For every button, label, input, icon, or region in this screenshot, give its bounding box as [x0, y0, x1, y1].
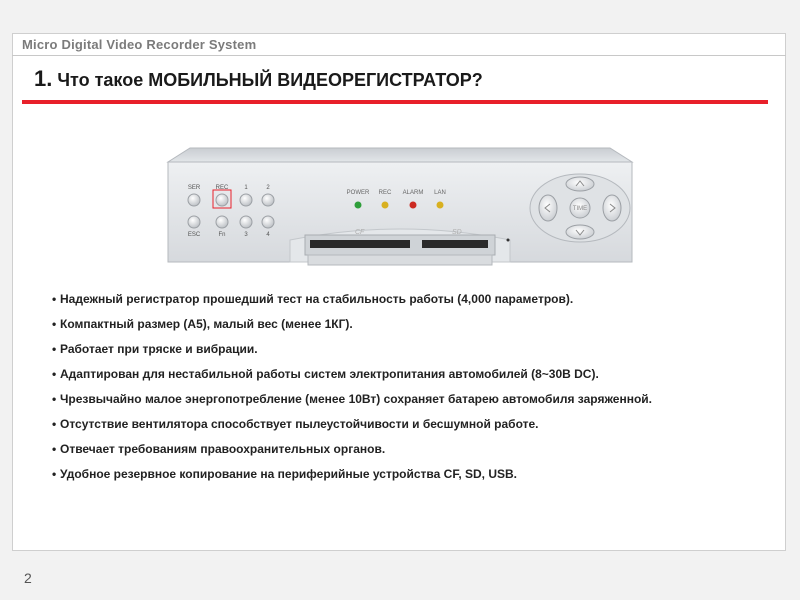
center-button-label: TIME — [572, 206, 588, 212]
left-arrow-button[interactable] — [539, 195, 557, 221]
list-item: • Надежный регистратор прошедший тест на стабильность работы (4,000 параметров). — [52, 292, 574, 306]
list-item: • Компактный размер (А5), малый вес (менее 1КГ). — [52, 317, 353, 331]
direction-pad — [530, 174, 630, 242]
list-item: • Удобное резервное копирование на периферийные устройства CF, SD, USB. — [52, 467, 517, 481]
button-1[interactable] — [240, 194, 252, 206]
button-4[interactable] — [262, 216, 274, 228]
button-label-4: 4 — [266, 232, 270, 238]
page-number: 2 — [24, 570, 32, 586]
feature-list — [52, 292, 732, 492]
main-heading — [34, 66, 483, 92]
led-label-rec: REC — [378, 190, 392, 196]
header-title: Micro Digital Video Recorder System — [22, 37, 257, 52]
button-label-esc: ESC — [187, 232, 201, 238]
button-2[interactable] — [262, 194, 274, 206]
list-item: • Чрезвычайно малое энергопотребление (менее 10Вт) сохраняет батарею автомобиля заряженной. — [52, 392, 653, 406]
slot-sd-label: SD — [452, 229, 462, 236]
led-label-lan: LAN — [434, 190, 446, 196]
esc-button[interactable] — [188, 216, 200, 228]
fn-button[interactable] — [216, 216, 228, 228]
alarm-led — [410, 202, 417, 209]
button-3[interactable] — [240, 216, 252, 228]
button-label-3: 3 — [244, 232, 248, 238]
dvr-device-image — [160, 140, 640, 280]
accent-divider — [22, 100, 768, 104]
led-label-power: POWER — [346, 190, 370, 196]
header-divider — [12, 55, 786, 56]
rec-led — [382, 202, 389, 209]
list-item: • Отсутствие вентилятора способствует пылеустойчивости и бесшумной работе. — [52, 417, 539, 431]
button-label-ser: SER — [187, 185, 201, 191]
button-label-2: 2 — [266, 185, 270, 191]
button-label-fn: Fn — [218, 232, 226, 238]
down-arrow-button[interactable] — [566, 225, 594, 239]
ser-button[interactable] — [188, 194, 200, 206]
up-arrow-button[interactable] — [566, 177, 594, 191]
lan-led — [437, 202, 444, 209]
heading-number: 1. — [34, 66, 53, 91]
button-label-rec: REC — [215, 185, 229, 191]
rec-button[interactable] — [216, 194, 228, 206]
list-item: • Адаптирован для нестабильной работы систем электропитания автомобилей (8~30В DC). — [52, 367, 599, 381]
led-label-alarm: ALARM — [402, 190, 424, 196]
list-item: • Работает при тряске и вибрации. — [52, 342, 258, 356]
right-arrow-button[interactable] — [603, 195, 621, 221]
power-led — [355, 202, 362, 209]
heading-text: Что такое МОБИЛЬНЫЙ ВИДЕОРЕГИСТРАТОР? — [57, 70, 483, 90]
list-item: • Отвечает требованиям правоохранительных органов. — [52, 442, 386, 456]
slot-cf-label: CF — [355, 229, 365, 236]
button-label-1: 1 — [244, 185, 248, 191]
